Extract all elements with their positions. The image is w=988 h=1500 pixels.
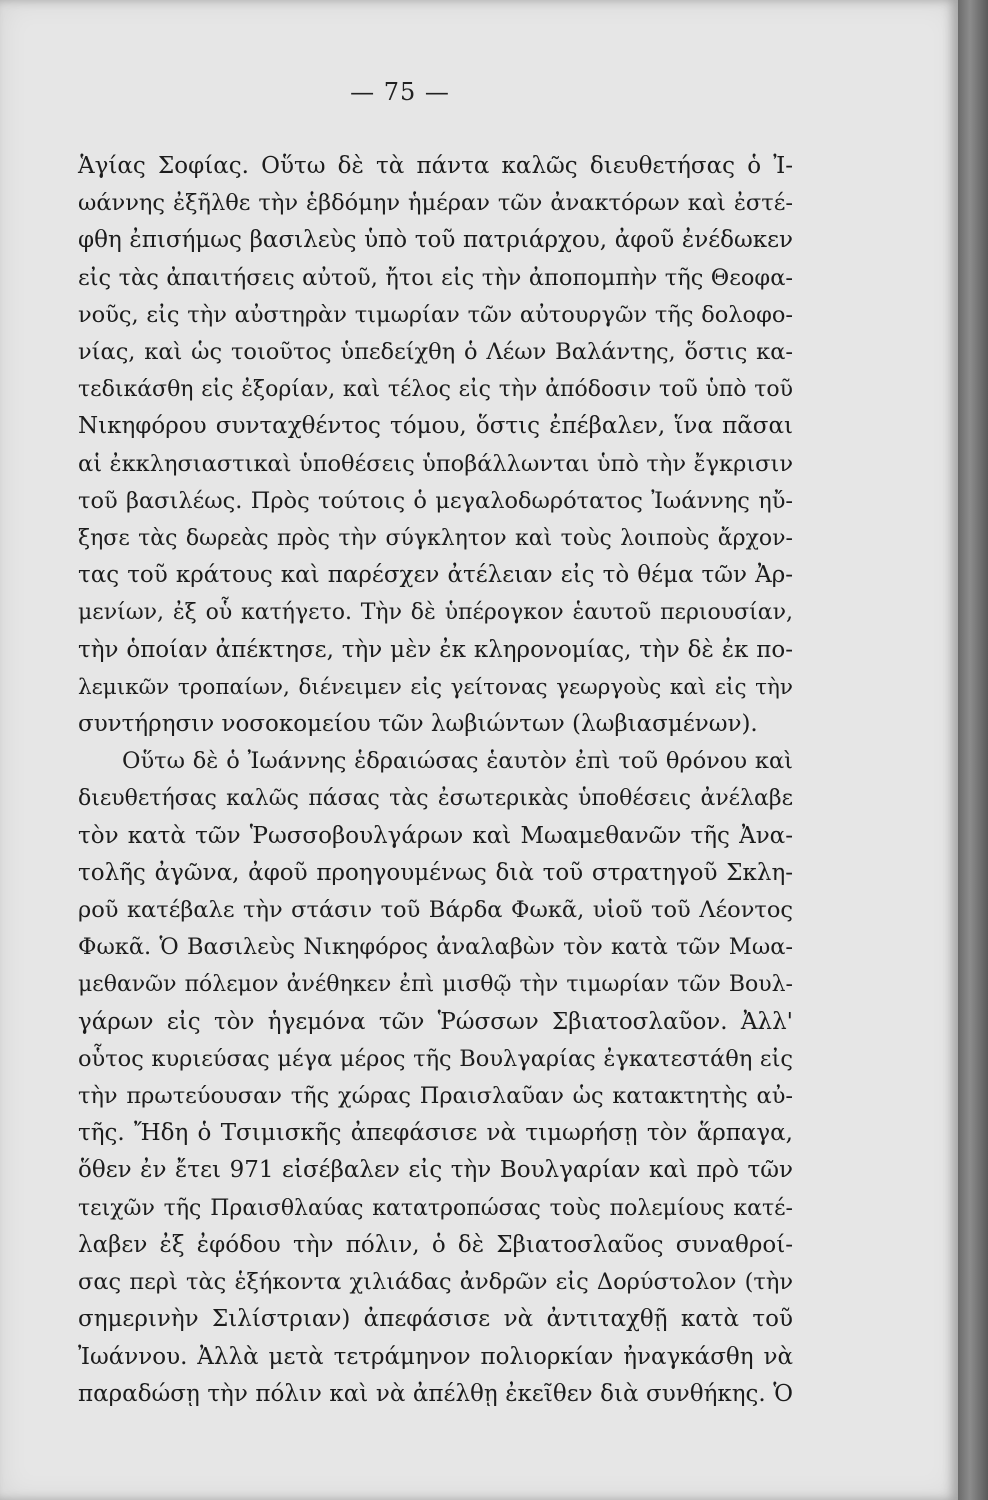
text-line: αἱ ἐκκλησιαστικαὶ ὑποθέσεις ὑποβάλλωνται ὑπὸ τὴν ἔγκρισιν (78, 450, 793, 477)
text-line: Ἰωάννου. Ἀλλὰ μετὰ τετράμηνον πολιορκίαν ἠναγκάσθη νὰ (78, 1343, 793, 1370)
text-line: τοῦ βασιλέως. Πρὸς τούτοις ὁ μεγαλοδωρότατος Ἰωάννης ηὔ- (78, 487, 793, 514)
text-line: οὗτος κυριεύσας μέγα μέρος τῆς Βουλγαρίας ἐγκατεστάθη εἰς (78, 1045, 793, 1072)
text-line: τεδικάσθη εἰς ἐξορίαν, καὶ τέλος εἰς τὴν ἀπόδοσιν τοῦ ὑπὸ τοῦ (78, 377, 793, 403)
text-line: νίας, καὶ ὡς τοιοῦτος ὑπεδείχθη ὁ Λέων Βαλάντης, ὅστις κα- (78, 339, 793, 366)
text-line: ωάννης ἐξῆλθε τὴν ἑβδόμην ἡμέραν τῶν ἀνακτόρων καὶ ἐστέ- (78, 190, 793, 217)
text-line: Νικηφόρου συνταχθέντος τόμου, ὅστις ἐπέβαλεν, ἵνα πᾶσαι (78, 413, 793, 440)
text-line: τας τοῦ κράτους καὶ παρέσχεν ἀτέλειαν εἰς τὸ θέμα τῶν Ἀρ- (78, 562, 793, 589)
text-line: τὸν κατὰ τῶν Ῥωσσοβουλγάρων καὶ Μωαμεθανῶν τῆς Ἀνα- (78, 822, 793, 849)
text-line: μενίων, ἐξ οὗ κατήγετο. Τὴν δὲ ὑπέρογκον ἑαυτοῦ περιουσίαν, (78, 600, 793, 626)
text-line: σας περὶ τὰς ἑξήκοντα χιλιάδας ἀνδρῶν εἰς Δορύστολον (τὴν (78, 1269, 793, 1296)
text-line: σημερινὴν Σιλίστριαν) ἀπεφάσισε νὰ ἀντιταχθῇ κατὰ τοῦ (78, 1306, 793, 1333)
text-line: ξησε τὰς δωρεὰς πρὸς τὴν σύγκλητον καὶ τοὺς λοιποὺς ἄρχον- (78, 526, 793, 552)
text-line: Οὕτω δὲ ὁ Ἰωάννης ἑδραιώσας ἑαυτὸν ἐπὶ τοῦ θρόνου καὶ (122, 748, 793, 775)
text-line: Φωκᾶ. Ὁ Βασιλεὺς Νικηφόρος ἀναλαβὼν τὸν κατὰ τῶν Μωα- (78, 934, 793, 961)
text-line: τειχῶν τῆς Πραισθλαύας κατατροπώσας τοὺς πολεμίους κατέ- (78, 1195, 793, 1221)
text-line: συντήρησιν νοσοκομείου τῶν λωβιώντων (λωβιασμένων). (78, 711, 758, 738)
scan-edge (958, 0, 988, 1500)
text-line: εἰς τὰς ἀπαιτήσεις αὐτοῦ, ἤτοι εἰς τὴν ἀποπομπὴν τῆς Θεοφα- (78, 264, 793, 291)
text-line: Ἁγίας Σοφίας. Οὕτω δὲ τὰ πάντα καλῶς διευθετήσας ὁ Ἰ- (78, 153, 793, 179)
text-line: ὅθεν ἐν ἔτει 971 εἰσέβαλεν εἰς τὴν Βουλγαρίαν καὶ πρὸ τῶν (78, 1157, 793, 1184)
text-line: μεθανῶν πόλεμον ἀνέθηκεν ἐπὶ μισθῷ τὴν τιμωρίαν τῶν Βουλ- (78, 972, 793, 998)
text-line: διευθετήσας καλῶς πάσας τὰς ἐσωτερικὰς ὑποθέσεις ἀνέλαβε (78, 786, 793, 812)
body-text (78, 148, 793, 1413)
text-line: ροῦ κατέβαλε τὴν στάσιν τοῦ Βάρδα Φωκᾶ, υἱοῦ τοῦ Λέοντος (78, 897, 793, 924)
text-line: τῆς. Ἤδη ὁ Τσιμισκῆς ἀπεφάσισε νὰ τιμωρήσῃ τὸν ἅρπαγα, (78, 1120, 793, 1147)
text-line: παραδώσῃ τὴν πόλιν καὶ νὰ ἀπέλθῃ ἐκεῖθεν διὰ συνθήκης. Ὁ (78, 1380, 793, 1407)
text-line: τὴν πρωτεύουσαν τῆς χώρας Πραισλαῦαν ὡς κατακτητὴς αὐ- (78, 1083, 793, 1110)
text-line: γάρων εἰς τὸν ἡγεμόνα τῶν Ῥώσσων Σβιατοσλαῦον. Ἀλλ' (78, 1008, 793, 1035)
text-line: φθη ἐπισήμως βασιλεὺς ὑπὸ τοῦ πατριάρχου, ἀφοῦ ἐνέδωκεν (78, 227, 793, 254)
page-number: — 75 — (350, 78, 450, 106)
text-line: λαβεν ἐξ ἐφόδου τὴν πόλιν, ὁ δὲ Σβιατοσλαῦος συναθροί- (78, 1231, 793, 1258)
text-line: τὴν ὁποίαν ἀπέκτησε, τὴν μὲν ἐκ κληρονομίας, τὴν δὲ ἐκ πο- (78, 636, 793, 663)
paragraph-1 (78, 148, 793, 743)
text-line: λεμικῶν τροπαίων, διένειμεν εἰς γείτονας γεωργοὺς καὶ εἰς τὴν (78, 674, 793, 700)
text-line: τολῆς ἀγῶνα, ἀφοῦ προηγουμένως διὰ τοῦ στρατηγοῦ Σκλη- (78, 859, 793, 886)
text-line: νοῦς, εἰς τὴν αὐστηρὰν τιμωρίαν τῶν αὐτουργῶν τῆς δολοφο- (78, 301, 793, 328)
paragraph-2 (78, 743, 793, 1413)
